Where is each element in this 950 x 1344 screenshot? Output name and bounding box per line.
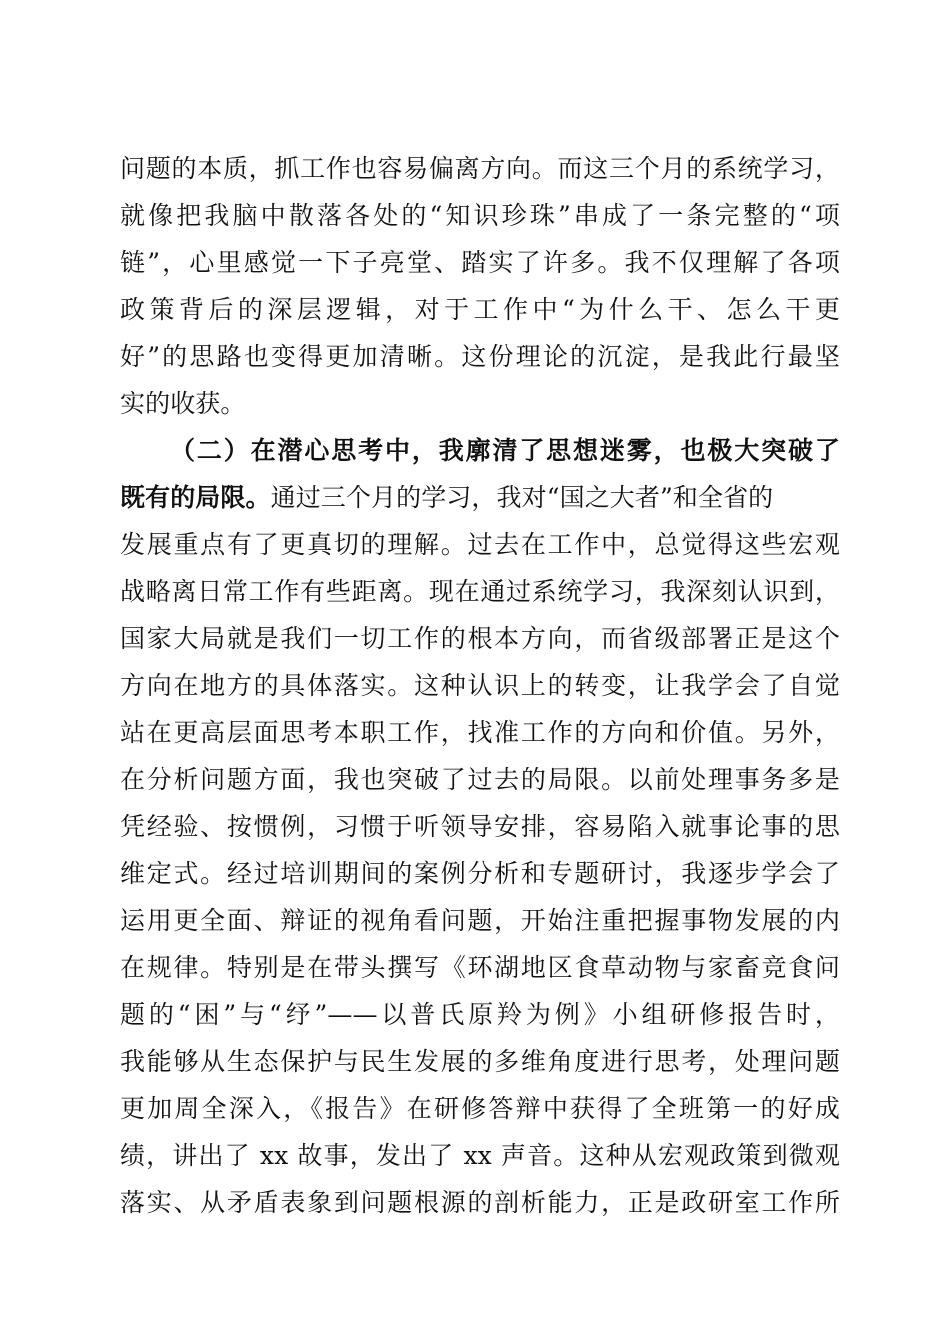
- text-line: 落实、从矛盾表象到问题根源的剖析能力，正是政研室工作所: [120, 1188, 840, 1217]
- text-line: 在规律。特别是在带头撰写《环湖地区食草动物与家畜竞食问: [120, 953, 840, 982]
- text-line: 运用更全面、辩证的视角看问题，开始注重把握事物发展的内: [120, 906, 840, 935]
- text-line: 链”，心里感觉一下子亮堂、踏实了许多。我不仅理解了各项: [120, 248, 840, 277]
- text-line: 在分析问题方面，我也突破了过去的局限。以前处理事务多是: [120, 765, 840, 794]
- text-line: 国家大局就是我们一切工作的根本方向，而省级部署正是这个: [120, 624, 840, 653]
- text-line: 维定式。经过培训期间的案例分析和专题研讨，我逐步学会了: [120, 859, 840, 888]
- text-line: 发展重点有了更真切的理解。过去在工作中，总觉得这些宏观: [120, 530, 840, 559]
- text-line: 问题的本质，抓工作也容易偏离方向。而这三个月的系统学习，: [120, 154, 840, 183]
- text-line: 好”的思路也变得更加清晰。这份理论的沉淀，是我此行最坚: [120, 342, 840, 371]
- section-heading-continuation: [120, 474, 840, 521]
- text-line: 政策背后的深层逻辑，对于工作中“为什么干、怎么干更: [120, 295, 840, 324]
- text-line: 我能够从生态保护与民生发展的多维角度进行思考，处理问题: [120, 1047, 840, 1076]
- text-line: 方向在地方的具体落实。这种认识上的转变，让我学会了自觉: [120, 671, 840, 700]
- text-line: 实的收获。: [120, 389, 246, 418]
- text-line: 绩，讲出了 xx 故事，发出了 xx 声音。这种从宏观政策到微观: [120, 1141, 840, 1170]
- text-fragment: 通过三个月的学习，我对“国之大者”和全省的: [270, 483, 774, 512]
- text-line: 就像把我脑中散落各处的“知识珍珠”串成了一条完整的“项: [120, 201, 840, 230]
- text-line: 站在更高层面思考本职工作，找准工作的方向和价值。另外，: [120, 718, 840, 747]
- text-line: 更加周全深入，《报告》在研修答辩中获得了全班第一的好成: [120, 1094, 840, 1123]
- section-heading-end: 既有的局限。: [120, 483, 271, 512]
- text-line: 题的“困”与“纾”——以普氏原羚为例》小组研修报告时，: [120, 1000, 840, 1029]
- section-heading-line: （二）在潜心思考中，我廓清了思想迷雾，也极大突破了: [170, 436, 840, 465]
- text-line: 战略离日常工作有些距离。现在通过系统学习，我深刻认识到，: [120, 577, 840, 606]
- text-line: 凭经验、按惯例，习惯于听领导安排，容易陷入就事论事的思: [120, 812, 840, 841]
- body-text: [120, 145, 840, 1226]
